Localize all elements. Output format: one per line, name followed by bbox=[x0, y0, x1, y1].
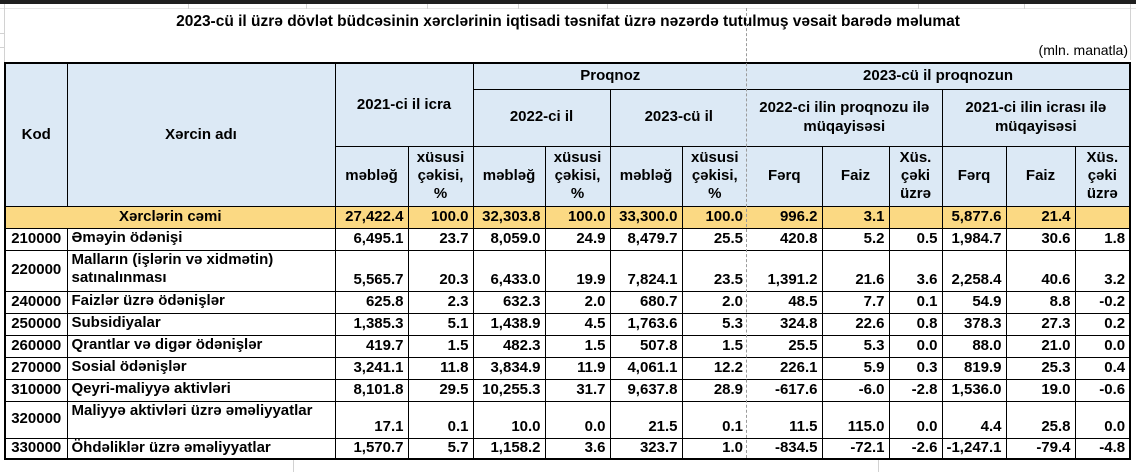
value-cell[interactable]: 5,565.7 bbox=[335, 250, 408, 291]
value-cell[interactable]: 5.2 bbox=[822, 228, 889, 250]
gridline bbox=[293, 458, 294, 472]
value-cell[interactable]: -2.6 bbox=[889, 438, 942, 459]
value-cell[interactable]: -617.6 bbox=[747, 379, 822, 401]
total-value-cell[interactable]: 33,300.0 bbox=[610, 206, 682, 228]
gridline bbox=[427, 4, 428, 9]
header-ferq-2[interactable]: Fərq bbox=[942, 146, 1006, 206]
table-row bbox=[5, 379, 1130, 401]
value-cell[interactable]: 22.6 bbox=[822, 313, 889, 335]
value-cell[interactable]: 3.6 bbox=[889, 250, 942, 291]
value-cell[interactable]: -1,247.1 bbox=[942, 438, 1006, 459]
gridline bbox=[518, 4, 519, 9]
value-cell[interactable]: 5.3 bbox=[682, 313, 747, 335]
row-code-cell[interactable]: 310000 bbox=[5, 379, 67, 401]
value-cell[interactable]: 625.8 bbox=[335, 291, 408, 313]
row-name-cell[interactable]: Malların (işlərin və xidmətin) satınalınması bbox=[67, 250, 335, 291]
value-cell[interactable]: 25.5 bbox=[747, 335, 822, 357]
value-cell[interactable]: 30.6 bbox=[1006, 228, 1075, 250]
value-cell[interactable]: 507.8 bbox=[610, 335, 682, 357]
gridline bbox=[0, 8, 1136, 9]
total-value-cell[interactable]: 21.4 bbox=[1006, 206, 1075, 228]
header-vs-2022-proqnozu[interactable]: 2022-ci ilin proqnozu ilə müqayisəsi bbox=[747, 89, 942, 146]
header-ferq-1[interactable]: Fərq bbox=[747, 146, 822, 206]
value-cell[interactable]: 25.5 bbox=[682, 228, 747, 250]
total-label-cell[interactable]: Xərclərin cəmi bbox=[5, 206, 335, 228]
table-row bbox=[5, 228, 1130, 250]
value-cell[interactable]: 5.7 bbox=[408, 438, 473, 459]
value-cell[interactable]: 819.9 bbox=[942, 357, 1006, 379]
total-value-cell[interactable]: 996.2 bbox=[747, 206, 822, 228]
value-cell[interactable]: 4.4 bbox=[942, 401, 1006, 438]
header-mebleg-2022[interactable]: məbləğ bbox=[473, 146, 545, 206]
table-row bbox=[5, 401, 1130, 438]
value-cell[interactable]: 25.8 bbox=[1006, 401, 1075, 438]
header-2023-proqnozun[interactable]: 2023-cü il proqnozun bbox=[747, 63, 1130, 89]
value-cell[interactable]: 5.1 bbox=[408, 313, 473, 335]
header-xususi-2023[interactable]: xüsusi çəkisi, % bbox=[682, 146, 747, 206]
value-cell[interactable]: 2.0 bbox=[545, 291, 610, 313]
value-cell[interactable]: 5.3 bbox=[822, 335, 889, 357]
value-cell[interactable]: 0.3 bbox=[889, 357, 942, 379]
value-cell[interactable]: 10.0 bbox=[473, 401, 545, 438]
value-cell[interactable]: 0.0 bbox=[889, 335, 942, 357]
table-row bbox=[5, 291, 1130, 313]
table-row bbox=[5, 313, 1130, 335]
gridline bbox=[306, 4, 307, 9]
value-cell[interactable]: 323.7 bbox=[610, 438, 682, 459]
value-cell[interactable]: -4.8 bbox=[1075, 438, 1130, 459]
value-cell[interactable]: 680.7 bbox=[610, 291, 682, 313]
value-cell[interactable]: 17.1 bbox=[335, 401, 408, 438]
row-name-cell[interactable]: Faizlər üzrə ödənişlər bbox=[67, 291, 335, 313]
value-cell[interactable]: 28.9 bbox=[682, 379, 747, 401]
value-cell[interactable]: -0.2 bbox=[1075, 291, 1130, 313]
top-border-bar bbox=[0, 0, 1136, 4]
table-row bbox=[5, 250, 1130, 291]
value-cell[interactable]: 3.6 bbox=[545, 438, 610, 459]
value-cell[interactable]: 1,158.2 bbox=[473, 438, 545, 459]
value-cell[interactable]: 0.1 bbox=[682, 401, 747, 438]
table-row bbox=[5, 357, 1130, 379]
value-cell[interactable]: 11.8 bbox=[408, 357, 473, 379]
header-xususi-2022[interactable]: xüsusi çəkisi, % bbox=[545, 146, 610, 206]
table-row bbox=[5, 438, 1130, 459]
value-cell[interactable]: 2.0 bbox=[682, 291, 747, 313]
unit-note: (mln. manatla) bbox=[1038, 42, 1128, 58]
value-cell[interactable]: 8.8 bbox=[1006, 291, 1075, 313]
value-cell[interactable]: 0.8 bbox=[889, 313, 942, 335]
header-mebleg-2023[interactable]: məbləğ bbox=[610, 146, 682, 206]
value-cell[interactable]: 12.2 bbox=[682, 357, 747, 379]
header-xus-ceki-2[interactable]: Xüs. çəki üzrə bbox=[1075, 146, 1130, 206]
total-row bbox=[5, 206, 1130, 228]
row-name-cell[interactable]: Öhdəliklər üzrə əməliyyatlar bbox=[67, 438, 335, 459]
page-break-dashed-line bbox=[746, 8, 747, 458]
value-cell[interactable]: 0.1 bbox=[408, 401, 473, 438]
value-cell[interactable]: 1,385.3 bbox=[335, 313, 408, 335]
value-cell[interactable]: 1.8 bbox=[1075, 228, 1130, 250]
row-name-cell[interactable]: Qrantlar və digər ödənişlər bbox=[67, 335, 335, 357]
value-cell[interactable]: 54.9 bbox=[942, 291, 1006, 313]
value-cell[interactable]: 1,391.2 bbox=[747, 250, 822, 291]
row-name-cell[interactable]: Sosial ödənişlər bbox=[67, 357, 335, 379]
gridline bbox=[0, 33, 5, 34]
value-cell[interactable]: 19.9 bbox=[545, 250, 610, 291]
value-cell[interactable]: -79.4 bbox=[1006, 438, 1075, 459]
row-code-cell[interactable]: 240000 bbox=[5, 291, 67, 313]
header-proqnoz[interactable]: Proqnoz bbox=[473, 63, 747, 89]
value-cell[interactable]: 0.0 bbox=[1075, 401, 1130, 438]
value-cell[interactable]: 0.5 bbox=[889, 228, 942, 250]
value-cell[interactable]: 48.5 bbox=[747, 291, 822, 313]
value-cell[interactable]: 3,241.1 bbox=[335, 357, 408, 379]
value-cell[interactable]: 1.5 bbox=[408, 335, 473, 357]
value-cell[interactable]: 0.0 bbox=[545, 401, 610, 438]
total-value-cell[interactable]: 5,877.6 bbox=[942, 206, 1006, 228]
gridline bbox=[918, 4, 919, 9]
total-value-cell[interactable]: 100.0 bbox=[545, 206, 610, 228]
value-cell[interactable]: 482.3 bbox=[473, 335, 545, 357]
value-cell[interactable]: 0.0 bbox=[1075, 335, 1130, 357]
total-value-cell[interactable] bbox=[889, 206, 942, 228]
value-cell[interactable]: 1.0 bbox=[682, 438, 747, 459]
value-cell[interactable]: 0.4 bbox=[1075, 357, 1130, 379]
value-cell[interactable]: 27.3 bbox=[1006, 313, 1075, 335]
value-cell[interactable]: 0.0 bbox=[889, 401, 942, 438]
gridline bbox=[878, 458, 879, 472]
total-value-cell[interactable]: 27,422.4 bbox=[335, 206, 408, 228]
row-code-cell[interactable]: 330000 bbox=[5, 438, 67, 459]
value-cell[interactable]: 6,495.1 bbox=[335, 228, 408, 250]
report-title: 2023-cü il üzrə dövlət büdcəsinin xərclərinin iqtisadi təsnifat üzrə nəzərdə tutulmuş vəsait barədə məlumat bbox=[176, 13, 960, 30]
value-cell[interactable]: 23.7 bbox=[408, 228, 473, 250]
header-kod[interactable]: Kod bbox=[5, 63, 67, 206]
gridline bbox=[188, 4, 189, 9]
value-cell[interactable]: 3.2 bbox=[1075, 250, 1130, 291]
value-cell[interactable]: 25.3 bbox=[1006, 357, 1075, 379]
value-cell[interactable]: 20.3 bbox=[408, 250, 473, 291]
value-cell[interactable]: 11.9 bbox=[545, 357, 610, 379]
value-cell[interactable]: 88.0 bbox=[942, 335, 1006, 357]
value-cell[interactable]: 1,570.7 bbox=[335, 438, 408, 459]
value-cell[interactable]: 1,438.9 bbox=[473, 313, 545, 335]
header-xus-ceki-1[interactable]: Xüs. çəki üzrə bbox=[889, 146, 942, 206]
value-cell[interactable]: 29.5 bbox=[408, 379, 473, 401]
value-cell[interactable]: 378.3 bbox=[942, 313, 1006, 335]
value-cell[interactable]: -6.0 bbox=[822, 379, 889, 401]
value-cell[interactable]: 10,255.3 bbox=[473, 379, 545, 401]
row-name-cell[interactable]: Subsidiyalar bbox=[67, 313, 335, 335]
value-cell[interactable]: 1.5 bbox=[545, 335, 610, 357]
value-cell[interactable]: 8,101.8 bbox=[335, 379, 408, 401]
value-cell[interactable]: 21.5 bbox=[610, 401, 682, 438]
gridline bbox=[607, 4, 608, 9]
header-faiz-2[interactable]: Faiz bbox=[1006, 146, 1075, 206]
value-cell[interactable]: 420.8 bbox=[747, 228, 822, 250]
gridline bbox=[1024, 4, 1025, 9]
value-cell[interactable]: 0.1 bbox=[889, 291, 942, 313]
value-cell[interactable]: 31.7 bbox=[545, 379, 610, 401]
value-cell[interactable]: 9,637.8 bbox=[610, 379, 682, 401]
value-cell[interactable]: 1,536.0 bbox=[942, 379, 1006, 401]
total-value-cell[interactable] bbox=[1075, 206, 1130, 228]
value-cell[interactable]: 1.5 bbox=[682, 335, 747, 357]
value-cell[interactable]: 19.0 bbox=[1006, 379, 1075, 401]
value-cell[interactable]: 23.5 bbox=[682, 250, 747, 291]
row-code-cell[interactable]: 320000 bbox=[5, 401, 67, 438]
value-cell[interactable]: 21.6 bbox=[822, 250, 889, 291]
value-cell[interactable]: 40.6 bbox=[1006, 250, 1075, 291]
total-value-cell[interactable]: 32,303.8 bbox=[473, 206, 545, 228]
value-cell[interactable]: 6,433.0 bbox=[473, 250, 545, 291]
gridline bbox=[0, 47, 5, 48]
row-code-cell[interactable]: 210000 bbox=[5, 228, 67, 250]
value-cell[interactable]: 3,834.9 bbox=[473, 357, 545, 379]
row-name-cell[interactable]: Qeyri-maliyyə aktivləri bbox=[67, 379, 335, 401]
row-name-cell[interactable]: Maliyyə aktivləri üzrə əməliyyatlar bbox=[67, 401, 335, 438]
value-cell[interactable]: 115.0 bbox=[822, 401, 889, 438]
value-cell[interactable]: 632.3 bbox=[473, 291, 545, 313]
value-cell[interactable]: 21.0 bbox=[1006, 335, 1075, 357]
total-value-cell[interactable]: 3.1 bbox=[822, 206, 889, 228]
value-cell[interactable]: 324.8 bbox=[747, 313, 822, 335]
total-value-cell[interactable]: 100.0 bbox=[682, 206, 747, 228]
header-2021-icra[interactable]: 2021-ci il icra bbox=[335, 63, 473, 146]
value-cell[interactable]: -72.1 bbox=[822, 438, 889, 459]
value-cell[interactable]: 24.9 bbox=[545, 228, 610, 250]
value-cell[interactable]: 7.7 bbox=[822, 291, 889, 313]
value-cell[interactable]: -2.8 bbox=[889, 379, 942, 401]
value-cell[interactable]: 7,824.1 bbox=[610, 250, 682, 291]
value-cell[interactable]: -834.5 bbox=[747, 438, 822, 459]
value-cell[interactable]: 2.3 bbox=[408, 291, 473, 313]
header-xususi-2021[interactable]: xüsusi çəkisi, % bbox=[408, 146, 473, 206]
value-cell[interactable]: 419.7 bbox=[335, 335, 408, 357]
value-cell[interactable]: 8,479.7 bbox=[610, 228, 682, 250]
value-cell[interactable]: 4,061.1 bbox=[610, 357, 682, 379]
value-cell[interactable]: 8,059.0 bbox=[473, 228, 545, 250]
row-code-cell[interactable]: 260000 bbox=[5, 335, 67, 357]
value-cell[interactable]: 4.5 bbox=[545, 313, 610, 335]
header-2023[interactable]: 2023-cü il bbox=[610, 89, 747, 146]
value-cell[interactable]: 226.1 bbox=[747, 357, 822, 379]
value-cell[interactable]: 1,984.7 bbox=[942, 228, 1006, 250]
header-mebleg-2021[interactable]: məbləğ bbox=[335, 146, 408, 206]
header-2022[interactable]: 2022-ci il bbox=[473, 89, 610, 146]
value-cell[interactable]: 5.9 bbox=[822, 357, 889, 379]
value-cell[interactable]: 0.2 bbox=[1075, 313, 1130, 335]
header-xercin-adi[interactable]: Xərcin adı bbox=[67, 63, 335, 206]
table-row bbox=[5, 335, 1130, 357]
row-code-cell[interactable]: 220000 bbox=[5, 250, 67, 291]
row-name-cell[interactable]: Əməyin ödənişi bbox=[67, 228, 335, 250]
header-faiz-1[interactable]: Faiz bbox=[822, 146, 889, 206]
header-vs-2021-icrasi[interactable]: 2021-ci ilin icrası ilə müqayisəsi bbox=[942, 89, 1130, 146]
budget-table bbox=[4, 62, 1131, 460]
total-value-cell[interactable]: 100.0 bbox=[408, 206, 473, 228]
row-code-cell[interactable]: 250000 bbox=[5, 313, 67, 335]
row-code-cell[interactable]: 270000 bbox=[5, 357, 67, 379]
value-cell[interactable]: 11.5 bbox=[747, 401, 822, 438]
value-cell[interactable]: -0.6 bbox=[1075, 379, 1130, 401]
value-cell[interactable]: 1,763.6 bbox=[610, 313, 682, 335]
value-cell[interactable]: 2,258.4 bbox=[942, 250, 1006, 291]
